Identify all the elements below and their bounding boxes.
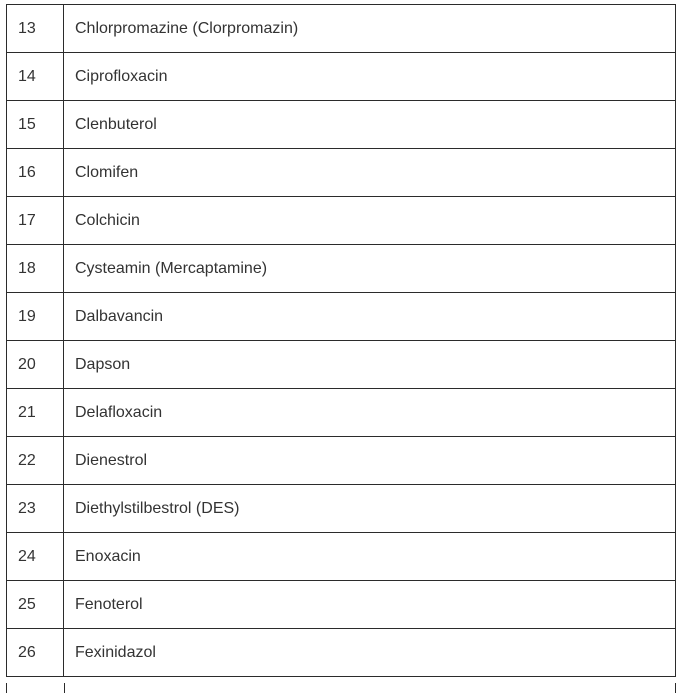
table-row xyxy=(7,485,676,533)
row-number: 16 xyxy=(7,149,64,197)
substance-name: Dalbavancin xyxy=(64,293,676,341)
row-number: 23 xyxy=(7,485,64,533)
substance-table xyxy=(6,4,676,677)
substance-name: Ciprofloxacin xyxy=(64,53,676,101)
table-row xyxy=(7,341,676,389)
row-number: 19 xyxy=(7,293,64,341)
table-row xyxy=(7,533,676,581)
row-number: 21 xyxy=(7,389,64,437)
table-row xyxy=(7,5,676,53)
row-number: 18 xyxy=(7,245,64,293)
row-number: 14 xyxy=(7,53,64,101)
table-row xyxy=(7,437,676,485)
row-number: 17 xyxy=(7,197,64,245)
substance-name: Delafloxacin xyxy=(64,389,676,437)
table-row xyxy=(7,581,676,629)
substance-name: Fexinidazol xyxy=(64,629,676,677)
substance-name: Dapson xyxy=(64,341,676,389)
table-row xyxy=(7,197,676,245)
substance-name: Dienestrol xyxy=(64,437,676,485)
table-row xyxy=(7,389,676,437)
row-number: 24 xyxy=(7,533,64,581)
row-number: 15 xyxy=(7,101,64,149)
substance-name: Chlorpromazine (Clorpromazin) xyxy=(64,5,676,53)
table-row xyxy=(7,629,676,677)
row-number: 20 xyxy=(7,341,64,389)
substance-name: Diethylstilbestrol (DES) xyxy=(64,485,676,533)
table-row xyxy=(7,101,676,149)
substance-name: Clenbuterol xyxy=(64,101,676,149)
substance-name: Enoxacin xyxy=(64,533,676,581)
substance-name: Clomifen xyxy=(64,149,676,197)
substance-name: Colchicin xyxy=(64,197,676,245)
table-row xyxy=(7,293,676,341)
substance-table-container xyxy=(6,4,676,677)
table-row xyxy=(7,245,676,293)
row-number: 22 xyxy=(7,437,64,485)
substance-name: Fenoterol xyxy=(64,581,676,629)
row-number: 26 xyxy=(7,629,64,677)
row-number: 25 xyxy=(7,581,64,629)
table-row xyxy=(7,53,676,101)
substance-name: Cysteamin (Mercaptamine) xyxy=(64,245,676,293)
table-row xyxy=(7,149,676,197)
row-number: 13 xyxy=(7,5,64,53)
